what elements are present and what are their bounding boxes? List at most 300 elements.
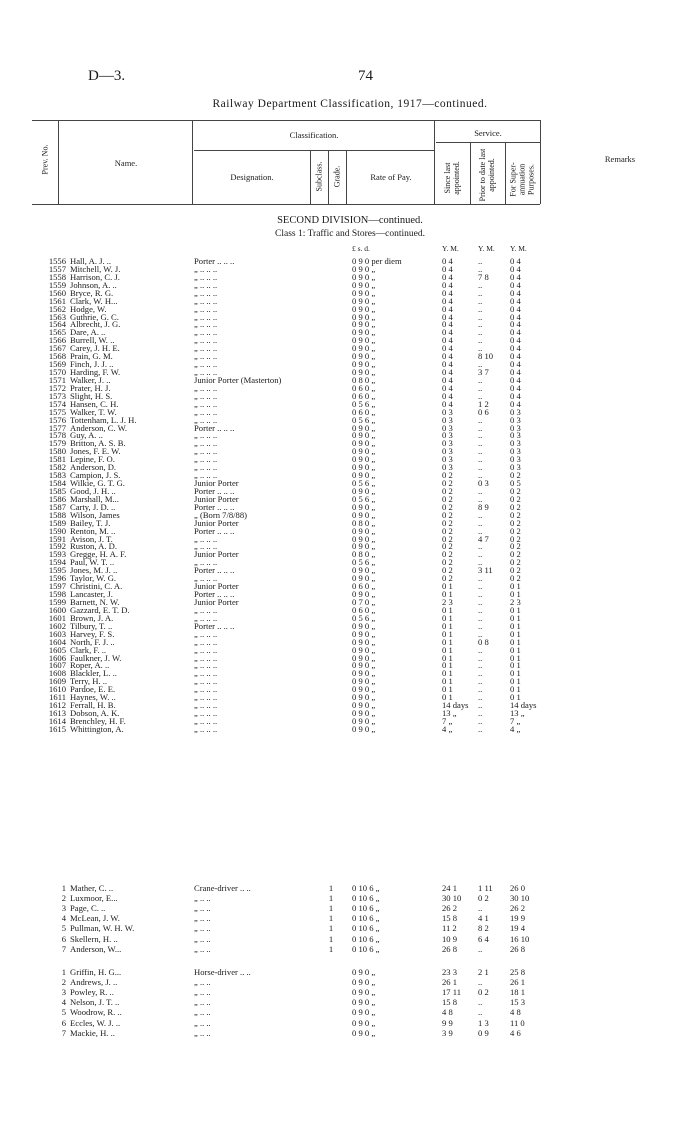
prior-to-cell: .. (478, 263, 483, 274)
designation-cell: Porter .. .. .. (194, 422, 235, 433)
rate-of-pay-cell: 0 9 0 „ (352, 430, 376, 441)
designation-cell: Junior Porter (194, 596, 239, 607)
superannuation-cell: 0 4 (510, 311, 521, 322)
rate-of-pay-cell: 0 9 0 „ (352, 1017, 376, 1028)
prior-to-cell: .. (478, 374, 483, 385)
designation-cell: „ .. .. (194, 943, 211, 954)
prev-no-cell: 1594 (48, 557, 66, 568)
designation-cell: „ .. .. .. (194, 359, 218, 370)
since-last-cell: 0 4 (442, 359, 453, 370)
since-last-cell: 0 3 (442, 446, 453, 457)
rate-of-pay-cell: 0 9 0 „ (352, 620, 376, 631)
prior-to-cell: .. (478, 676, 483, 687)
prior-to-cell: .. (478, 549, 483, 560)
header-subclass: Subclass. (314, 161, 324, 192)
name-cell: Hansen, C. H. (70, 398, 119, 409)
superannuation-cell: 0 3 (510, 462, 521, 473)
superannuation-cell: 30 10 (510, 893, 530, 904)
designation-cell: „ .. .. .. (194, 652, 218, 663)
name-cell: Tilbury, T. .. (70, 620, 113, 631)
rate-of-pay-cell: 0 9 0 „ (352, 525, 376, 536)
designation-cell: „ .. .. .. (194, 311, 218, 322)
prior-to-cell: 1 11 (478, 883, 493, 893)
superannuation-cell: 0 1 (510, 668, 521, 679)
grade-cell: 1 (328, 903, 334, 914)
designation-cell: „ .. .. .. (194, 692, 218, 703)
prior-to-cell: .. (478, 700, 483, 711)
prev-no-cell: 1607 (48, 660, 66, 671)
name-cell: Blackler, L. .. (70, 668, 117, 679)
prior-to-cell: .. (478, 708, 483, 718)
designation-cell: „ .. .. .. (194, 612, 218, 623)
superannuation-cell: 0 3 (510, 430, 521, 441)
name-cell: Eccles, W. J. .. (70, 1017, 121, 1028)
prev-no-cell: 1612 (48, 700, 66, 711)
header-designation: Designation. (230, 172, 274, 182)
super-units: Y. M. (510, 244, 527, 253)
since-last-cell: 0 3 (442, 406, 453, 417)
superannuation-cell: 0 3 (510, 446, 521, 457)
table-row (0, 987, 700, 997)
designation-cell: „ .. .. (194, 997, 211, 1008)
prev-no-cell: 2 (61, 977, 66, 988)
superannuation-cell: 0 3 (510, 414, 521, 425)
since-last-cell: 0 4 (442, 295, 453, 306)
since-last-cell: 0 3 (442, 454, 453, 465)
header-prior-to: Prior to date last appointed. (478, 148, 496, 202)
since-last-cell: 0 4 (442, 382, 453, 393)
prev-no-cell: 1573 (48, 390, 66, 401)
since-last-cell: 0 2 (442, 541, 453, 552)
rate-of-pay-cell: 0 9 0 „ (352, 676, 376, 687)
rate-of-pay-cell: 0 10 6 „ (352, 903, 380, 914)
since-last-cell: 0 2 (442, 525, 453, 536)
designation-cell: Porter .. .. .. (194, 256, 235, 266)
prior-to-cell: 2 1 (478, 967, 489, 977)
designation-cell: „ .. .. .. (194, 343, 218, 354)
prior-to-cell: .. (478, 470, 483, 481)
rate-of-pay-cell: 0 9 0 „ (352, 303, 376, 314)
prior-to-cell: .. (478, 422, 483, 433)
prev-no-cell: 1588 (48, 509, 66, 520)
since-last-cell: 0 2 (442, 470, 453, 481)
name-cell: Ruston, A. D. (70, 541, 118, 552)
designation-cell: Porter .. .. .. (194, 501, 235, 512)
rate-of-pay-cell: 0 9 0 „ (352, 1007, 376, 1018)
designation-cell: „ .. .. .. (194, 636, 218, 647)
since-last-cell: 0 4 (442, 374, 453, 385)
rate-of-pay-cell: 0 9 0 „ (352, 271, 376, 282)
rate-of-pay-cell: 0 10 6 „ (352, 893, 380, 904)
prev-no-cell: 1600 (48, 604, 66, 615)
superannuation-cell: 11 0 (510, 1017, 525, 1028)
since-last-cell: 10 9 (442, 933, 458, 944)
designation-cell: Junior Porter (Masterton) (194, 374, 282, 385)
rate-of-pay-cell: 0 5 6 „ (352, 557, 376, 568)
grade-cell: 1 (328, 923, 334, 934)
prior-to-cell: 8 10 (478, 351, 494, 362)
designation-cell: „ .. .. .. (194, 604, 218, 615)
prior-to-cell: .. (478, 604, 483, 615)
prior-to-cell: .. (478, 644, 483, 655)
prior-to-cell: .. (478, 684, 483, 695)
rate-of-pay-cell: 0 9 0 „ (352, 668, 376, 679)
superannuation-cell: 15 3 (510, 997, 526, 1008)
prior-to-cell: 0 9 (478, 1027, 489, 1038)
rate-of-pay-cell: 0 9 0 „ (352, 997, 376, 1008)
prior-to-cell: 0 2 (478, 987, 489, 998)
rate-of-pay-cell: 0 9 0 „ (352, 644, 376, 655)
name-cell: Prain, G. M. (70, 351, 113, 362)
designation-cell: „ .. .. (194, 1007, 211, 1018)
designation-cell: „ .. .. (194, 987, 211, 998)
since-last-cell: 11 2 (442, 923, 457, 934)
name-cell: North, F. J. .. (70, 636, 115, 647)
superannuation-cell: 0 4 (510, 367, 521, 378)
name-cell: Renton, M. .. (70, 525, 116, 536)
prior-to-cell: .. (478, 485, 483, 496)
superannuation-cell: 0 2 (510, 509, 521, 520)
name-cell: Marshall, M... (70, 493, 119, 504)
prior-to-cell: .. (478, 715, 483, 726)
prior-to-cell: .. (478, 256, 483, 266)
name-cell: Jones, F. E. W. (70, 446, 121, 457)
header-service: Service. (474, 128, 502, 138)
name-cell: Mitchell, W. J. (70, 263, 121, 274)
since-last-cell: 0 3 (442, 438, 453, 449)
rate-of-pay-cell: 0 9 0 „ (352, 295, 376, 306)
prior-to-cell: .. (478, 541, 483, 552)
prior-to-cell: 0 8 (478, 636, 489, 647)
name-cell: Tottenham, L. J. H. (70, 414, 137, 425)
prev-no-cell: 1566 (48, 335, 66, 346)
prior-to-cell: 0 2 (478, 893, 489, 904)
superannuation-cell: 0 2 (510, 533, 521, 544)
since-last-cell: 0 4 (442, 303, 453, 314)
rate-of-pay-cell: 0 5 6 „ (352, 612, 376, 623)
prev-no-cell: 1592 (48, 541, 66, 552)
designation-cell: „ .. .. .. (194, 462, 218, 473)
since-last-cell: 0 2 (442, 557, 453, 568)
since-last-cell: 0 4 (442, 279, 453, 290)
prior-to-cell: .. (478, 581, 483, 592)
prev-no-cell: 1583 (48, 470, 66, 481)
superannuation-cell: 26 2 (510, 903, 526, 914)
designation-cell: „ .. .. .. (194, 708, 218, 718)
name-cell: Clark, F. .. (70, 644, 107, 655)
name-cell: Dobson, A. K. (70, 708, 120, 718)
header-name: Name. (114, 158, 138, 168)
superannuation-cell: 25 8 (510, 967, 526, 977)
since-last-cell: 13 „ (442, 708, 457, 718)
superannuation-cell: 0 4 (510, 279, 521, 290)
prior-to-cell: 1 3 (478, 1017, 489, 1028)
rate-of-pay-cell: 0 9 0 „ (352, 446, 376, 457)
rate-of-pay-cell: 0 9 0 „ (352, 485, 376, 496)
since-last-cell: 0 1 (442, 620, 453, 631)
since-last-cell: 14 days (442, 700, 469, 711)
prev-no-cell: 1558 (48, 271, 66, 282)
name-cell: Bryce, R. G. (70, 287, 114, 298)
prior-to-cell: 0 6 (478, 406, 489, 417)
name-cell: Whittington, A. (70, 723, 124, 734)
rate-of-pay-cell: 0 9 0 „ (352, 422, 376, 433)
name-cell: Lancaster, J. (70, 589, 113, 600)
superannuation-cell: 0 2 (510, 541, 521, 552)
name-cell: Johnson, A. .. (70, 279, 117, 290)
rate-of-pay-cell: 0 9 0 „ (352, 977, 376, 988)
name-cell: Britton, A. S. B. (70, 438, 126, 449)
name-cell: Finch, J. J. .. (70, 359, 114, 370)
page-number: 74 (358, 68, 373, 84)
rate-of-pay-cell: 0 9 0 „ (352, 438, 376, 449)
header-superannuation: For Super-annuation Purposes. (508, 162, 536, 197)
rate-of-pay-cell: 0 9 0 „ (352, 359, 376, 370)
prior-to-cell: 6 4 (478, 933, 489, 944)
prev-no-cell: 1568 (48, 351, 66, 362)
rate-of-pay-cell: 0 10 6 „ (352, 933, 380, 944)
rate-of-pay-cell: 0 9 0 per diem (352, 256, 402, 266)
name-cell: Prater, H. J. (70, 382, 111, 393)
superannuation-cell: 0 1 (510, 652, 521, 663)
name-cell: Skellern, H. .. (70, 933, 118, 944)
superannuation-cell: 0 4 (510, 398, 521, 409)
rate-of-pay-cell: 0 5 6 „ (352, 493, 376, 504)
rate-of-pay-cell: 0 9 0 „ (352, 573, 376, 584)
prev-no-cell: 1610 (48, 684, 66, 695)
rate-of-pay-cell: 0 9 0 „ (352, 335, 376, 346)
pay-units: £ s. d. (352, 244, 370, 253)
designation-cell: „ .. .. .. (194, 390, 218, 401)
prev-no-cell: 4 (61, 997, 66, 1008)
since-last-cell: 3 9 (442, 1027, 453, 1038)
name-cell: Terry, H. .. (70, 676, 108, 687)
since-last-cell: 0 1 (442, 652, 453, 663)
rate-of-pay-cell: 0 9 0 „ (352, 636, 376, 647)
since-last-cell: 23 3 (442, 967, 458, 977)
superannuation-cell: 19 9 (510, 913, 526, 924)
rate-of-pay-cell: 0 9 0 „ (352, 1027, 376, 1038)
prior-to-cell: .. (478, 525, 483, 536)
name-cell: Campion, J. S. (70, 470, 121, 481)
designation-cell: „ .. .. .. (194, 271, 218, 282)
superannuation-cell: 19 4 (510, 923, 526, 934)
prior-to-cell: .. (478, 382, 483, 393)
since-last-cell: 4 8 (442, 1007, 453, 1018)
since-last-cell: 0 3 (442, 422, 453, 433)
superannuation-cell: 0 4 (510, 374, 521, 385)
prior-to-cell: .. (478, 692, 483, 703)
rate-of-pay-cell: 0 9 0 „ (352, 533, 376, 544)
table-row (0, 903, 700, 913)
prev-no-cell: 2 (61, 893, 66, 904)
rate-of-pay-cell: 0 8 0 „ (352, 517, 376, 528)
rate-of-pay-cell: 0 9 0 „ (352, 279, 376, 290)
rate-of-pay-cell: 0 9 0 „ (352, 565, 376, 576)
superannuation-cell: 0 4 (510, 335, 521, 346)
name-cell: Guy, A. .. (70, 430, 103, 441)
prior-to-cell: 8 9 (478, 501, 489, 512)
designation-cell: Junior Porter (194, 517, 239, 528)
prior-to-cell: .. (478, 997, 483, 1008)
table-row (0, 923, 700, 933)
prior-to-cell: .. (478, 359, 483, 370)
name-cell: Carty, J. D. .. (70, 501, 116, 512)
designation-cell: „ .. .. .. (194, 557, 218, 568)
page-reference: D—3. (88, 68, 126, 84)
superannuation-cell: 0 2 (510, 565, 521, 576)
designation-cell: Horse-driver .. .. (194, 967, 251, 977)
name-cell: Woodrow, R. .. (70, 1007, 122, 1018)
prev-no-cell: 1580 (48, 446, 66, 457)
prior-to-cell: .. (478, 295, 483, 306)
header-prev-no: Prev. No. (40, 144, 50, 175)
prev-no-cell: 1571 (48, 374, 66, 385)
name-cell: Walker, T. W. (70, 406, 117, 417)
designation-cell: „ .. .. (194, 913, 211, 924)
designation-cell: „ .. .. .. (194, 398, 218, 409)
prev-no-cell: 1567 (48, 343, 66, 354)
superannuation-cell: 0 1 (510, 612, 521, 623)
since-last-cell: 0 4 (442, 327, 453, 338)
superannuation-cell: 0 4 (510, 287, 521, 298)
superannuation-cell: 0 2 (510, 549, 521, 560)
class-title: Class 1: Traffic and Stores—continued. (275, 229, 425, 239)
superannuation-cell: 0 4 (510, 319, 521, 330)
since-last-cell: 4 „ (442, 723, 453, 734)
designation-cell: „ .. .. (194, 933, 211, 944)
rate-of-pay-cell: 0 9 0 „ (352, 541, 376, 552)
grade-cell: 1 (328, 893, 334, 904)
prior-to-cell: 1 2 (478, 398, 489, 409)
name-cell: Andrews, J. .. (70, 977, 118, 988)
rate-of-pay-cell: 0 9 0 „ (352, 967, 376, 977)
name-cell: Brenchley, H. F. (70, 715, 126, 726)
table-row (0, 977, 700, 987)
designation-cell: „ .. .. .. (194, 628, 218, 639)
since-last-cell: 0 3 (442, 414, 453, 425)
name-cell: Albrecht, J. G. (70, 319, 121, 330)
since-last-cell: 0 4 (442, 311, 453, 322)
prev-no-cell: 1577 (48, 422, 66, 433)
prev-no-cell: 1609 (48, 676, 66, 687)
since-last-cell: 30 10 (442, 893, 462, 904)
prior-to-cell: .. (478, 660, 483, 671)
rate-of-pay-cell: 0 6 0 „ (352, 406, 376, 417)
designation-cell: „ .. .. .. (194, 382, 218, 393)
rate-of-pay-cell: 0 9 0 „ (352, 660, 376, 671)
prior-to-cell: .. (478, 279, 483, 290)
prev-no-cell: 3 (61, 987, 66, 998)
prior-to-cell: .. (478, 628, 483, 639)
rate-of-pay-cell: 0 9 0 „ (352, 470, 376, 481)
prev-no-cell: 1586 (48, 493, 66, 504)
prev-no-cell: 3 (61, 903, 66, 914)
since-last-cell: 0 3 (442, 462, 453, 473)
superannuation-cell: 0 2 (510, 573, 521, 584)
superannuation-cell: 4 8 (510, 1007, 521, 1018)
designation-cell: Porter .. .. .. (194, 565, 235, 576)
designation-cell: „ .. .. .. (194, 295, 218, 306)
rate-of-pay-cell: 0 9 0 „ (352, 589, 376, 600)
rate-of-pay-cell: 0 10 6 „ (352, 923, 380, 934)
since-last-cell: 0 1 (442, 668, 453, 679)
designation-cell: „ .. .. (194, 1017, 211, 1028)
name-cell: Gazzard, E. T. D. (70, 604, 130, 615)
table-row (0, 1007, 700, 1017)
designation-cell: „ .. .. .. (194, 470, 218, 481)
prior-to-cell: .. (478, 612, 483, 623)
since-last-cell: 0 4 (442, 256, 453, 266)
rate-of-pay-cell: 0 9 0 „ (352, 652, 376, 663)
rate-of-pay-cell: 0 9 0 „ (352, 319, 376, 330)
superannuation-cell: 0 1 (510, 684, 521, 695)
prior-to-cell: .. (478, 311, 483, 322)
designation-cell: „ .. .. (194, 977, 211, 988)
since-last-cell: 0 4 (442, 343, 453, 354)
since-last-cell: 26 8 (442, 943, 458, 954)
prev-no-cell: 1585 (48, 485, 66, 496)
designation-cell: „ .. .. .. (194, 335, 218, 346)
designation-cell: „ .. .. .. (194, 287, 218, 298)
superannuation-cell: 0 1 (510, 589, 521, 600)
prior-to-cell: .. (478, 462, 483, 473)
name-cell: Good, J. H. .. (70, 485, 116, 496)
table-row (0, 934, 700, 944)
designation-cell: Crane-driver .. .. (194, 883, 251, 893)
prev-no-cell: 1599 (48, 596, 66, 607)
name-cell: Luxmoor, E... (70, 893, 118, 904)
rate-of-pay-cell: 0 9 0 „ (352, 351, 376, 362)
prior-to-cell: 3 11 (478, 565, 493, 576)
prior-to-cell: .. (478, 327, 483, 338)
superannuation-cell: 0 1 (510, 644, 521, 655)
superannuation-cell: 0 4 (510, 390, 521, 401)
superannuation-cell: 0 3 (510, 406, 521, 417)
superannuation-cell: 0 4 (510, 271, 521, 282)
superannuation-cell: 2 3 (510, 596, 521, 607)
prev-no-cell: 1615 (48, 723, 66, 734)
prior-to-cell: .. (478, 573, 483, 584)
superannuation-cell: 0 1 (510, 628, 521, 639)
superannuation-cell: 0 1 (510, 692, 521, 703)
designation-cell: „ .. .. .. (194, 676, 218, 687)
rate-of-pay-cell: 0 8 0 „ (352, 374, 376, 385)
name-cell: Anderson, C. W. (70, 422, 128, 433)
prev-no-cell: 1606 (48, 652, 66, 663)
name-cell: Hodge, W. (70, 303, 107, 314)
name-cell: Wilkie, G. T. G. (70, 478, 125, 489)
table-row (0, 1028, 700, 1038)
name-cell: Bailey, T. J. (70, 517, 111, 528)
prior-to-cell: .. (478, 652, 483, 663)
rate-of-pay-cell: 0 6 0 „ (352, 581, 376, 592)
table-row (0, 913, 700, 923)
prior-to-cell: .. (478, 668, 483, 679)
rate-of-pay-cell: 0 9 0 „ (352, 462, 376, 473)
prior-to-cell: .. (478, 509, 483, 520)
since-last-cell: 0 4 (442, 335, 453, 346)
since-last-cell: 26 1 (442, 977, 458, 988)
superannuation-cell: 0 4 (510, 256, 521, 266)
designation-cell: „ .. .. .. (194, 541, 218, 552)
grade-cell: 1 (328, 883, 334, 893)
prev-no-cell: 1576 (48, 414, 66, 425)
since-last-cell: 0 3 (442, 430, 453, 441)
prev-no-cell: 1563 (48, 311, 66, 322)
name-cell: Harding, F. W. (70, 367, 121, 378)
designation-cell: „ .. .. (194, 903, 211, 914)
